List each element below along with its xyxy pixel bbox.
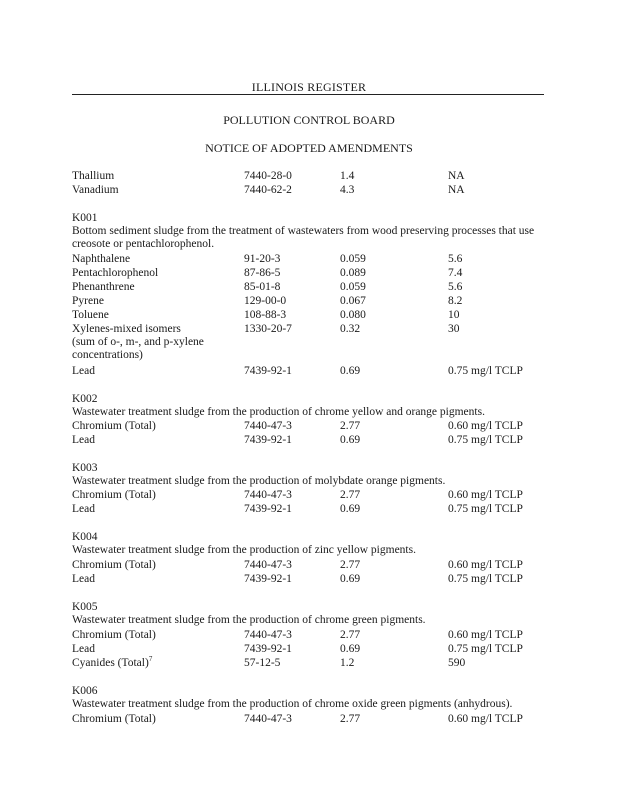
waste-description: Wastewater treatment sludge from the production of zinc yellow pigments.	[72, 544, 416, 556]
header-rule	[72, 94, 544, 95]
constituent-name: Toluene	[72, 309, 109, 321]
cas-number: 7440-47-3	[244, 420, 292, 432]
nonwastewater-standard: 0.75 mg/l TCLP	[448, 573, 523, 585]
waste-code: K006	[72, 685, 98, 697]
wastewater-standard: 4.3	[340, 184, 355, 196]
constituent-name: Lead	[72, 434, 95, 446]
wastewater-standard: 2.77	[340, 629, 361, 641]
constituent-name: Chromium (Total)	[72, 420, 156, 432]
constituent-name: Lead	[72, 573, 95, 585]
cas-number: 57-12-5	[244, 657, 281, 669]
nonwastewater-standard: 0.75 mg/l TCLP	[448, 643, 523, 655]
wastewater-standard: 0.059	[340, 253, 366, 265]
nonwastewater-standard: 0.60 mg/l TCLP	[448, 629, 523, 641]
constituent-name	[72, 656, 152, 670]
cas-number: 87-86-5	[244, 267, 281, 279]
cas-number: 7439-92-1	[244, 503, 292, 515]
cas-number: 1330-20-7	[244, 323, 292, 335]
wastewater-standard: 0.32	[340, 323, 361, 335]
wastewater-standard: 1.2	[340, 657, 355, 669]
cas-number: 7439-92-1	[244, 643, 292, 655]
wastewater-standard: 0.69	[340, 643, 361, 655]
table-row	[0, 308, 618, 322]
constituent-name: Xylenes-mixed isomers	[72, 323, 181, 335]
wastewater-standard: 0.089	[340, 267, 366, 279]
waste-code: K005	[72, 601, 98, 613]
wastewater-standard: 0.059	[340, 281, 366, 293]
constituent-name: Thallium	[72, 170, 115, 182]
wastewater-standard: 2.77	[340, 713, 361, 725]
nonwastewater-standard: 0.60 mg/l TCLP	[448, 420, 523, 432]
wastewater-standard: 2.77	[340, 489, 361, 501]
wastewater-standard: 0.080	[340, 309, 366, 321]
table-row	[0, 656, 618, 670]
table-row	[0, 572, 618, 586]
nonwastewater-standard: 10	[448, 309, 460, 321]
nonwastewater-standard: 0.60 mg/l TCLP	[448, 489, 523, 501]
constituent-name: Pyrene	[72, 295, 104, 307]
waste-description: Wastewater treatment sludge from the production of chrome green pigments.	[72, 614, 426, 626]
waste-code: K002	[72, 393, 98, 405]
nonwastewater-standard: 0.60 mg/l TCLP	[448, 713, 523, 725]
wastewater-standard: 0.69	[340, 434, 361, 446]
table-row	[0, 294, 618, 308]
nonwastewater-standard: 7.4	[448, 267, 463, 279]
wastewater-standard: 0.69	[340, 365, 361, 377]
waste-description: Wastewater treatment sludge from the production of chrome oxide green pigments (anhydrous).	[72, 698, 513, 710]
xylenes-note: (sum of o-, m-, and p-xylene concentrations)	[72, 336, 204, 361]
wastewater-standard: 0.69	[340, 573, 361, 585]
constituent-name: Lead	[72, 643, 95, 655]
nonwastewater-standard: 590	[448, 657, 466, 669]
cas-number: 85-01-8	[244, 281, 281, 293]
table-row	[0, 169, 618, 183]
waste-code: K001	[72, 212, 98, 224]
cas-number: 91-20-3	[244, 253, 281, 265]
table-row	[0, 488, 618, 502]
nonwastewater-standard: NA	[448, 184, 465, 196]
table-row	[0, 642, 618, 656]
nonwastewater-standard: 8.2	[448, 295, 463, 307]
waste-code: K003	[72, 462, 98, 474]
constituent-name: Chromium (Total)	[72, 713, 156, 725]
constituent-name: Naphthalene	[72, 253, 131, 265]
cas-number: 7440-62-2	[244, 184, 292, 196]
table-row	[0, 280, 618, 294]
nonwastewater-standard: 0.75 mg/l TCLP	[448, 503, 523, 515]
table-row	[0, 252, 618, 266]
table-row	[0, 266, 618, 280]
constituent-name: Pentachlorophenol	[72, 267, 159, 279]
constituent-name: Phenanthrene	[72, 281, 135, 293]
nonwastewater-standard: 5.6	[448, 253, 463, 265]
wastewater-standard: 2.77	[340, 559, 361, 571]
constituent-name: Vanadium	[72, 184, 119, 196]
table-row	[0, 419, 618, 433]
cas-number: 108-88-3	[244, 309, 287, 321]
table-row	[0, 322, 618, 336]
table-row	[0, 558, 618, 572]
nonwastewater-standard: 0.75 mg/l TCLP	[448, 365, 523, 377]
nonwastewater-standard: 5.6	[448, 281, 463, 293]
constituent-name: Chromium (Total)	[72, 489, 156, 501]
table-row	[0, 628, 618, 642]
cas-number: 7439-92-1	[244, 434, 292, 446]
waste-description: Bottom sediment sludge from the treatment of wastewaters from wood preserving processes that use creosote or pentachlorophenol.	[72, 225, 535, 250]
table-row	[0, 712, 618, 726]
cas-number: 7440-47-3	[244, 629, 292, 641]
cas-number: 129-00-0	[244, 295, 287, 307]
waste-code: K004	[72, 531, 98, 543]
waste-description: Wastewater treatment sludge from the production of molybdate orange pigments.	[72, 475, 446, 487]
board-title: POLLUTION CONTROL BOARD	[223, 113, 395, 127]
register-title: ILLINOIS REGISTER	[251, 80, 367, 94]
cas-number: 7440-47-3	[244, 559, 292, 571]
nonwastewater-standard: 30	[448, 323, 460, 335]
waste-description: Wastewater treatment sludge from the production of chrome yellow and orange pigments.	[72, 406, 485, 418]
notice-title: NOTICE OF ADOPTED AMENDMENTS	[205, 141, 413, 155]
constituent-name: Lead	[72, 503, 95, 515]
table-row	[0, 502, 618, 516]
cas-number: 7439-92-1	[244, 365, 292, 377]
table-row	[0, 364, 618, 378]
cas-number: 7440-28-0	[244, 170, 292, 182]
constituent-name: Lead	[72, 365, 95, 377]
nonwastewater-standard: 0.60 mg/l TCLP	[448, 559, 523, 571]
nonwastewater-standard: NA	[448, 170, 465, 182]
table-row	[0, 183, 618, 197]
footnote-marker: 7	[148, 655, 153, 664]
constituent-label: Cyanides (Total)	[72, 657, 149, 669]
constituent-name: Chromium (Total)	[72, 559, 156, 571]
cas-number: 7440-47-3	[244, 489, 292, 501]
wastewater-standard: 0.69	[340, 503, 361, 515]
wastewater-standard: 2.77	[340, 420, 361, 432]
constituent-name: Chromium (Total)	[72, 629, 156, 641]
cas-number: 7439-92-1	[244, 573, 292, 585]
table-row	[0, 433, 618, 447]
cas-number: 7440-47-3	[244, 713, 292, 725]
wastewater-standard: 1.4	[340, 170, 355, 182]
nonwastewater-standard: 0.75 mg/l TCLP	[448, 434, 523, 446]
wastewater-standard: 0.067	[340, 295, 366, 307]
